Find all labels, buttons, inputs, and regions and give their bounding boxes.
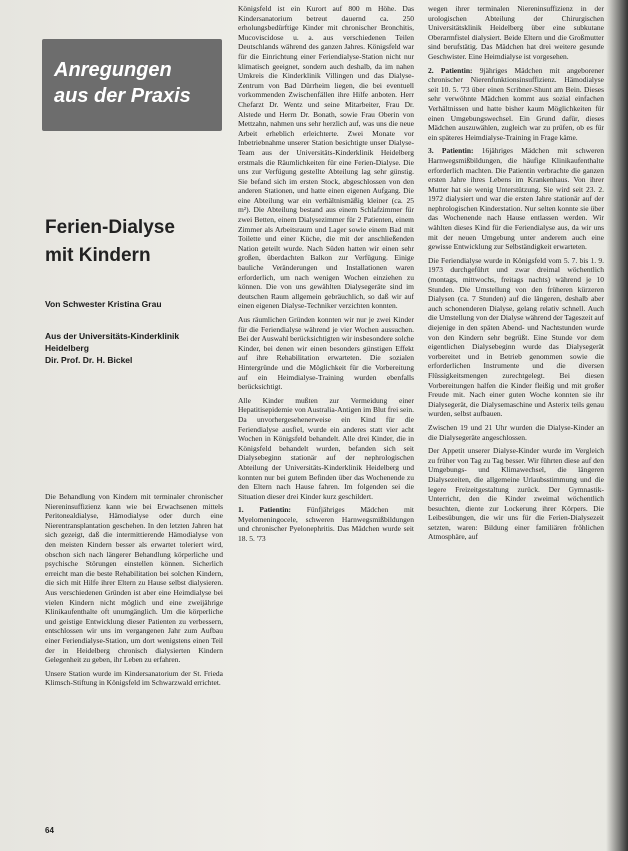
paragraph: Unsere Station wurde im Kindersanatorium der St. Frieda Klimsch-Stiftung in Königsfeld im Schwarzwald errichtet.: [45, 668, 223, 688]
title-line-2: mit Kindern: [45, 245, 151, 266]
banner-line-2: aus der Praxis: [54, 85, 191, 107]
scan-shadow: [606, 0, 628, 851]
paragraph: Die Feriendialyse wurde in Königsfeld vom 5. 7. bis 1. 9. 1973 durchgeführt und zwar dreimal wöchentlich (montags, mittwochs, freitags nachts) während je 10 Stunden. Die Umstellung von den früheren kürzeren Dialysen (ca. 7 Stunden) auf die längeren, deshalb aber auch schonenderen Dialyse, gelang relativ schnell. Auch die Umstellung von der Dialyse während der Tageszeit auf diejenige in den späten Abend- und Nachtstunden wurde von den Kindern sehr begrüßt. Eine Stunde vor dem eigentlichen Dialysebeginn wurde das Dialysegerät vorbereitet und in Betrieb genommen sowie die erforderlichen Instrumente und die diversen Flüssigkeitsmengen zurechtgelegt. Bei diesen Vorbereitungen halfen die Kinder fleißig und mit großer Freude mit. Nach einer guten Woche konnten sie ihr Dialysegerät, die Dialysemaschine und Asterix teils genau wurden, selbst aufbauen.: [428, 255, 604, 419]
affiliation-line-3: Dir. Prof. Dr. H. Bickel: [45, 355, 133, 365]
paragraph: [428, 66, 604, 143]
text-column-1: [45, 492, 223, 822]
paragraph: Zwischen 19 und 21 Uhr wurden die Dialyse-Kinder an die Dialysegeräte angeschlossen.: [428, 422, 604, 442]
paragraph-text: 9jähriges Mädchen mit angeborener chronischer Nierenfunktionsinsuffizienz. Hämodialyse seit 10. 5. '73 über einen Scribner-Shunt am Bein. Dieses sehr verwöhnte Mädchen kommt aus sozial einfachen Verhältnissen und hatte bisher kaum Möglichkeiten für einen Umgebungswechsel. Ein Grund dafür, dieses Mädchen auszuwählen, zugleich war zu prüfen, ob es für ein späteres Heimdialyse-Training in Frage käme.: [428, 65, 604, 142]
banner-line-1: Anregungen: [54, 59, 172, 81]
section-banner: [42, 39, 222, 131]
article-byline: Von Schwester Kristina Grau: [45, 299, 162, 309]
paragraph-text: Fünfjähriges Mädchen mit Myelomeningocele, schweren Harnwegsmißbildungen und chronischer Pyelonephritis. Das Mädchen wurde seit 18. 5. '73: [238, 505, 414, 544]
paragraph: Der Appetit unserer Dialyse-Kinder wurde im Vergleich zu früher von Tag zu Tag besser. Wir führten diese auf den Umgebungs- und Klimawechsel, die längeren Dialysezeiten, die allgemeine Urlaubsstimmung und die legere Freizeitgestaltung zurück. Der Gymnastik-Unterricht, den die Kinder zweimal wöchentlich besuchten, diente zur Lockerung ihrer Körpers. Die Leibesübungen, die wir uns für die Ferien-Dialysezeit setzten, waren: Bildung einer familiären fröhlichen Atmosphäre, auf: [428, 446, 604, 542]
text-column-3: [428, 4, 604, 839]
title-line-1: Ferien-Dialyse: [45, 217, 175, 238]
run-in-label: 3. Patientin:: [428, 146, 474, 156]
article-title: [45, 214, 225, 270]
run-in-label: 2. Patientin:: [428, 65, 473, 75]
paragraph: Die Behandlung von Kindern mit terminaler chronischer Niereninsuffizienz kann wie bei Erwachsenen mittels Peritonealdialyse, Hämodialyse oder durch eine Nierentransplantation geschehen. In den letzten Jahren hat sich gezeigt, daß die intermittierende Hämodialyse von den meisten Kindern besser als erwartet toleriert wird, obschon sich nach längerer Behandlung körperliche und psychische Störungen einstellen können. Sicherlich erreicht man die beste Rehabilitation bei solchen Kindern, die sich mit Hilfe ihrer Eltern zu Hause selbst dialysieren. Aus verschiedenen Gründen ist aber eine Heimdialyse bei vielen Kindern nicht möglich und eine zweijährige Klinikaufenthalte oft unumgänglich. Um die körperliche und geistige Entwicklung dieser Patienten zu verbessern, entschlossen wir uns im vergangenen Jahr zum Aufbau einer Feriendialyse-Station, um dort wenigstens einen Teil der in Heidelberg chronisch dialysierten Kindern Gelegenheit zu geben, ihr Leben zu erfahren.: [45, 492, 223, 665]
paragraph: wegen ihrer terminalen Niereninsuffizienz in der urologischen Abteilung der Chirurgischen Universitätsklinik Heidelberg über eine subkutane Oberarmfistel dialysiert. Beide Eltern und die Großmutter sind berufstätig. Das Mädchen hat drei weitere gesunde Geschwister. Eine Heimdialyse ist vorgesehen.: [428, 4, 604, 61]
text-column-2: [238, 4, 414, 826]
affiliation-line-1: Aus der Universitäts-Kinderklinik: [45, 331, 180, 341]
paragraph: Königsfeld ist ein Kurort auf 800 m Höhe. Das Kindersanatorium betreut dauernd ca. 250 erholungsbedürftige Kinder mit chronischer Bronchitis, Mucoviscidose u. a. aus verschiedenen Teilen Deutschlands während des ganzen Jahres. Königsfeld war für die Einrichtung einer Feriendialyse-Station nicht nur klimatisch geeignet, sondern auch deshalb, da im nahen Umkreis die Kinderklinik Villingen und das Dialyse-Zentrum von Bad Dürrheim liegen, die bei eventuell vorkommenden Zwischenfällen ihre Hilfe anboten. Herr Chefarzt Dr. Wentz und seine Mitarbeiter, Frau Dr. Alstede und Herrn Dr. Bonath, sowie Frau Oberin von Mettzahn, nahmen uns sehr herzlich auf, was uns die neue Arbeit erheblich erleichterte. Zwei Monate vor Inbetriebnahme unserer Station besichtigte unser Dialyse-Team aus der Universitäts-Kinderklinik Heidelberg erstmals die Räumlichkeiten für eine Ferien-Dialyse. Die uns zur Verfügung gestellte Abteilung lag sehr günstig. Sie befand sich im ersten Stock, abgeschlossen von den anderen Stationen, und hatte einen eigenen Aufgang. Die eine Abteilung war ein verhältnismäßig kleiner (ca. 25 m²). Die Abteilung bestand aus einem Schlafzimmer für zwei Betten, einem Dialysezimmer für 2 Patienten, einem Zimmer als Arbeitsraum und Lager sowie einem Bad mit Toilette und einer Küche, die mit der anschließenden Nation geteilt wurde. Nach Süden hatten wir einen sehr großen, überdachten Balkon zur Verfügung. Einige bauliche Veränderungen und Installationen waren erforderlich, um nach wenigen Wochen einziehen zu können. Die von uns gewählten Dialysegeräte sind im deutschen Raum allgemein gebräuchlich, so daß wir auf einen eigenen Dialyse-Techniker verzichten konnten.: [238, 4, 414, 311]
paragraph: [428, 146, 604, 252]
paragraph: Aus räumlichen Gründen konnten wir nur je zwei Kinder für die Feriendialyse während je vier Wochen aussuchen. Bei der Auswahl berücksichtigten wir insbesondere solche Kinder, bei denen wir einen besonders günstigen Effekt auf ihre Rehabilitation erwarteten. Die sozialen Hintergründe und die Möglichkeit für die Vorbereitung auf ein Heimdialyse-Training wurden ebenfalls berücksichtigt.: [238, 315, 414, 392]
page-number: 64: [45, 826, 54, 835]
affiliation-line-2: Heidelberg: [45, 343, 89, 353]
run-in-label: 1. Patientin:: [238, 505, 292, 515]
paragraph: Alle Kinder mußten zur Vermeidung einer Hepatitisepidemie von Australia-Antigen im Blut frei sein. Da unvorhergesehenerweise ein Kind für die Feriendialyse ausfiel, wurde ein anderes statt vier acht Wochen in Königsfeld behandelt. Alle drei Kinder, die in Königsfeld behandelt wurden, befanden sich seit Dialysebeginn stationär auf der nephrologischen Abteilung der Universitäts-Kinderklinik Heidelberg und konnten nur bei gutem Befinden über das Wochenende zu den Eltern nach Hause fahren. Im folgenden sei die Situation dieser drei Kinder kurz geschildert.: [238, 395, 414, 501]
paragraph: [238, 505, 414, 543]
article-affiliation: [45, 330, 230, 366]
paragraph-text: 16jähriges Mädchen mit schweren Harnwegsmißbildungen, die häufige Klinikaufenthalte erforderlich machten. Die Patientin verbrachte die ganzen ersten Jahre ihres Lebens im Krankenhaus. Von ihrer Mutter hat sie wenig Unterstützung. Sie wird seit 23. 2. 1972 dialysiert und war die ersten Jahre stationär auf der nephrologischen Kinderstation. Nur selten konnte sie über das Wochenende nach Hause entlassen werden. Wir wählten dieses Kind für die Feriendialyse aus, da wir uns mit der neuen Umgebung unter anderem auch eine gewisse Entwicklung zur Selbständigkeit erwarteten.: [428, 146, 604, 252]
